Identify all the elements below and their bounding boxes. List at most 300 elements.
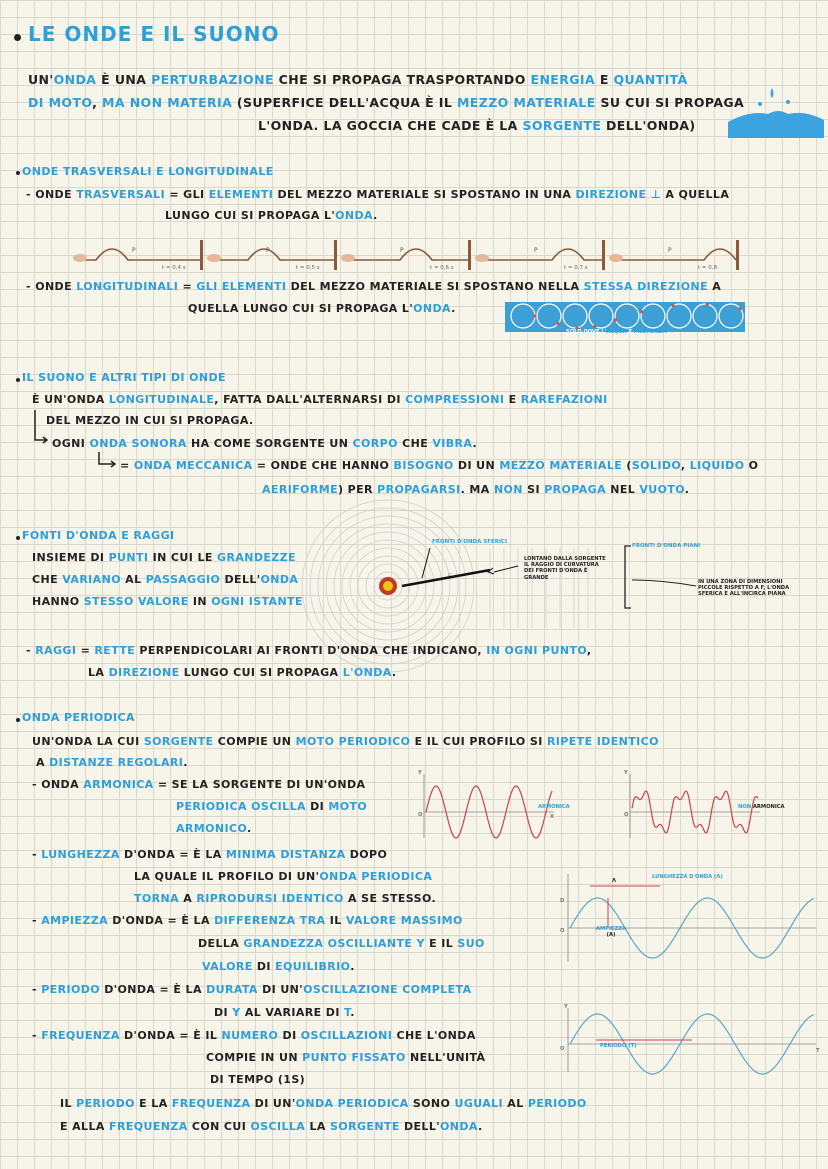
- text-segment: HA COME SORGENTE UN: [186, 437, 353, 450]
- amplitude-line-1: [32, 914, 463, 927]
- text-segment: .: [373, 209, 378, 222]
- text-segment: LONGITUDINALE: [108, 393, 215, 406]
- text-segment: NON: [493, 483, 523, 496]
- text-segment: DI: [214, 1006, 233, 1019]
- text-segment: NELL'UNITÀ: [405, 1051, 486, 1064]
- text-segment: CHE: [32, 573, 63, 586]
- wavelength-amplitude-graph: [560, 872, 816, 964]
- water-particle: [706, 303, 709, 306]
- text-segment: DISTANZE REGOLARI: [49, 756, 184, 769]
- text-segment: VUOTO: [639, 483, 685, 496]
- text-segment: - ONDE: [26, 280, 77, 293]
- text-segment: - ONDA: [32, 778, 84, 791]
- frequency-line-1: [32, 1029, 476, 1042]
- text-segment: Y: [232, 1006, 241, 1019]
- text-segment: STESSO VALORE: [83, 595, 189, 608]
- axis-origin-label: O: [560, 1046, 565, 1052]
- lambda-symbol: Λ: [612, 878, 617, 884]
- text-segment: =: [178, 280, 197, 293]
- text-segment: DI UN: [453, 459, 500, 472]
- text-segment: ONDA SONORA: [89, 437, 187, 450]
- text-segment: GLI ELEMENTI: [196, 280, 287, 293]
- wavelength-line-3: [134, 892, 436, 905]
- text-segment: RIPRODURSI IDENTICO: [196, 892, 344, 905]
- text-segment: MINIMA DISTANZA: [225, 848, 346, 861]
- text-segment: LUNGO CUI SI PROPAGA: [179, 666, 343, 679]
- rope-wave: [346, 249, 468, 260]
- text-segment: ONDA PERIODICA: [295, 1097, 409, 1110]
- text-segment: LUNGO CUI SI PROPAGA L': [165, 209, 336, 222]
- heading-periodic-wave: ONDA PERIODICA: [22, 711, 135, 724]
- text-segment: DIFFERENZA TRA: [214, 914, 326, 927]
- rope-wave: [614, 249, 736, 260]
- note-arrow: [632, 578, 702, 598]
- text-segment: MEZZO MATERIALE: [456, 95, 596, 110]
- point-p-label: P: [534, 247, 538, 254]
- text-segment: - ONDE: [26, 188, 77, 201]
- text-segment: AL VARIARE DI: [240, 1006, 345, 1019]
- fronts-def-2: [32, 573, 298, 586]
- intro-line-2: [28, 95, 744, 110]
- text-segment: .: [472, 437, 478, 450]
- point-p-label: P: [266, 247, 270, 254]
- text-segment: T: [344, 1006, 351, 1019]
- text-segment: AERIFORME: [262, 483, 338, 496]
- text-segment: QUANTITÀ: [613, 72, 688, 87]
- harmonic-wave-graph: [414, 772, 554, 842]
- label-spherical-fronts: FRONTI D'ONDA SFERICI: [432, 539, 508, 545]
- text-segment: DIREZIONE ⊥: [575, 188, 662, 201]
- axis-y-label: Y: [418, 770, 422, 776]
- text-segment: IN: [188, 595, 212, 608]
- text-segment: CHE SI PROPAGA TRASPORTANDO: [273, 72, 531, 87]
- text-segment: OSCILLAZIONI: [300, 1029, 393, 1042]
- hand-icon: [73, 254, 87, 262]
- transverse-line-1: [26, 188, 729, 201]
- text-segment: LA: [305, 1120, 331, 1133]
- note-line: DEI FRONTI D'ONDA È: [524, 568, 588, 575]
- longitudinal-line-2: [188, 302, 456, 315]
- text-segment: ARMONICA: [83, 778, 154, 791]
- time-label: t = 0,8: [698, 265, 718, 271]
- label-amplitude: [596, 926, 626, 938]
- text-segment: .: [391, 666, 397, 679]
- note-small-zone: [698, 579, 789, 598]
- text-segment: E LA: [134, 1097, 172, 1110]
- text-segment: DEL MEZZO IN CUI SI PROPAGA.: [46, 414, 254, 427]
- period-graph: [560, 1006, 816, 1076]
- text-segment: IN OGNI PUNTO: [486, 644, 587, 657]
- text-segment: PROPAGA: [544, 483, 606, 496]
- text-segment: D'ONDA = È LA: [108, 914, 215, 927]
- note-far-from-source: [524, 556, 606, 581]
- text-segment: ONDA: [335, 209, 374, 222]
- text-segment: ,: [92, 95, 103, 110]
- amplitude-line-3: [202, 960, 355, 973]
- text-segment: DI: [252, 960, 276, 973]
- text-segment: PERIODICA OSCILLA: [176, 800, 306, 813]
- rope-wave: [78, 249, 200, 260]
- text-segment: ARMONICA: [751, 804, 785, 810]
- text-segment: ONDA PERIODICA: [319, 870, 433, 883]
- sound-line-5: [262, 483, 689, 496]
- text-segment: VALORE MASSIMO: [345, 914, 463, 927]
- text-segment: QUELLA LUNGO CUI SI PROPAGA L': [188, 302, 414, 315]
- text-segment: DI UN': [250, 1097, 296, 1110]
- text-segment: PASSAGGIO: [145, 573, 221, 586]
- text-segment: -: [32, 1029, 42, 1042]
- sound-line-4: [120, 459, 758, 472]
- text-segment: A: [179, 892, 197, 905]
- rays-line-2: [88, 666, 396, 679]
- axis-origin-label: O: [624, 812, 629, 818]
- rope-wave: [212, 249, 334, 260]
- text-segment: A QUELLA: [661, 188, 730, 201]
- text-segment: LUNGHEZZA: [41, 848, 120, 861]
- text-segment: NEL: [605, 483, 640, 496]
- text-segment: E: [595, 72, 614, 87]
- note-line: LONTANO DALLA SORGENTE: [524, 556, 606, 562]
- text-segment: E: [504, 393, 521, 406]
- text-segment: DIREZIONE: [108, 666, 180, 679]
- text-segment: MA NON MATERIA: [102, 95, 233, 110]
- text-segment: RETTE: [94, 644, 136, 657]
- text-segment: LA QUALE IL PROFILO DI UN': [134, 870, 320, 883]
- water-particle: [614, 318, 617, 321]
- text-segment: SI: [522, 483, 545, 496]
- text-segment: SORGENTE: [330, 1120, 400, 1133]
- frequency-line-3: [210, 1073, 305, 1086]
- text-segment: .: [684, 483, 690, 496]
- text-segment: SORGENTE: [522, 118, 602, 133]
- harmonic-line-1: [32, 778, 365, 791]
- bullet: [16, 718, 20, 722]
- transverse-wave-rope-diagram: [72, 236, 752, 276]
- text-segment: = SE LA SORGENTE DI UN'ONDA: [153, 778, 366, 791]
- text-segment: -: [32, 914, 42, 927]
- text-segment: .: [246, 822, 252, 835]
- axis-origin-label: O: [418, 812, 423, 818]
- water-particle: [593, 325, 596, 328]
- note-line: IN UNA ZONA DI DIMENSIONI: [698, 579, 783, 585]
- axis-t-label: T: [816, 1048, 820, 1054]
- harmonic-line-2: [176, 800, 367, 813]
- text-segment: FREQUENZA: [171, 1097, 251, 1110]
- text-segment: CHE: [397, 437, 433, 450]
- axis-d-label: D: [560, 898, 565, 904]
- rope-post: [736, 240, 739, 270]
- harmonic-line-3: [176, 822, 252, 835]
- sound-line-1: [32, 393, 608, 406]
- text-segment: , FATTA DALL'ALTERNARSI DI: [214, 393, 406, 406]
- text-segment: DELL': [220, 573, 261, 586]
- period-line-2: [214, 1006, 355, 1019]
- hand-icon: [341, 254, 355, 262]
- text-segment: MOTO: [328, 800, 368, 813]
- sound-line-2: [46, 414, 254, 427]
- bracket-arrow: [96, 452, 120, 472]
- text-segment: BISOGNO: [393, 459, 454, 472]
- text-segment: SUO: [457, 937, 485, 950]
- wavelength-line-1: [32, 848, 387, 861]
- text-segment: . MA: [460, 483, 494, 496]
- bullet: [14, 34, 21, 41]
- text-segment: COMPIE UN: [213, 735, 296, 748]
- text-segment: ONDA MECCANICA: [133, 459, 253, 472]
- text-segment: EQUILIBRIO: [275, 960, 351, 973]
- text-segment: CHE L'ONDA: [392, 1029, 476, 1042]
- text-segment: ONDA: [440, 1120, 479, 1133]
- heading-sound: IL SUONO E ALTRI TIPI DI ONDE: [22, 371, 226, 384]
- summary-line-2: [60, 1120, 483, 1133]
- rays-line-1: [26, 644, 591, 657]
- rope-wave: [480, 249, 602, 260]
- time-label: t = 0,4 s: [162, 265, 186, 271]
- axis-origin-label: O: [560, 928, 565, 934]
- text-segment: =: [120, 459, 134, 472]
- text-segment: FREQUENZA: [41, 1029, 120, 1042]
- text-segment: PROFONDA: [633, 329, 667, 335]
- text-segment: IL: [325, 914, 346, 927]
- text-segment: DEL MEZZO MATERIALE SI SPOSTANO NELLA: [286, 280, 584, 293]
- point-p-label: P: [132, 247, 136, 254]
- text-segment: NUMERO: [221, 1029, 279, 1042]
- text-segment: AMPIEZZA: [41, 914, 108, 927]
- text-segment: SONO: [408, 1097, 455, 1110]
- text-segment: = ONDE CHE HANNO: [252, 459, 394, 472]
- text-segment: ELEMENTI: [208, 188, 274, 201]
- text-segment: ONDA: [53, 72, 97, 87]
- amplitude-line-2: [198, 937, 485, 950]
- axis-x-label: X: [550, 814, 554, 820]
- point-p-label: P: [668, 247, 672, 254]
- text-segment: E IL: [424, 937, 458, 950]
- text-segment: INSIEME DI: [32, 551, 109, 564]
- amplitude-symbol: (A): [606, 932, 616, 939]
- text-segment: PERTURBAZIONE: [151, 72, 274, 87]
- wavelength-line-2: [134, 870, 432, 883]
- text-segment: SOLIDO: [631, 459, 681, 472]
- deep-water-caption: [566, 329, 667, 335]
- water-particle: [739, 307, 742, 310]
- text-segment: FREQUENZA: [109, 1120, 188, 1133]
- note-line: IL RAGGIO DI CURVATURA: [524, 562, 599, 569]
- text-segment: -: [26, 644, 36, 657]
- rope-post: [468, 240, 471, 270]
- text-segment: MOTO PERIODICO: [295, 735, 411, 748]
- text-segment: A: [36, 756, 50, 769]
- water-particle: [640, 310, 643, 313]
- text-segment: OGNI ISTANTE: [211, 595, 303, 608]
- water-particle: [672, 304, 675, 307]
- sound-line-3: [52, 437, 477, 450]
- summary-line-1: [60, 1097, 587, 1110]
- frequency-line-2: [206, 1051, 485, 1064]
- text-segment: AL: [120, 573, 146, 586]
- text-segment: OGNI: [52, 437, 90, 450]
- text-segment: HANNO: [32, 595, 84, 608]
- text-segment: ONDA: [260, 573, 299, 586]
- text-segment: -: [32, 983, 42, 996]
- label-period: PERIODO (T): [600, 1043, 637, 1049]
- rope-post: [334, 240, 337, 270]
- note-line: SFERICA È ALL'INCIRCA PIANA: [698, 591, 786, 598]
- periodic-line-2: [36, 756, 188, 769]
- text-segment: DI MOTO: [28, 95, 93, 110]
- text-segment: TRASVERSALI: [76, 188, 166, 201]
- text-segment: PUNTO FISSATO: [302, 1051, 406, 1064]
- text-segment: .: [451, 302, 456, 315]
- text-segment: OSCILLA: [250, 1120, 306, 1133]
- text-segment: UN': [28, 72, 54, 87]
- text-segment: DELL'ONDA): [601, 118, 696, 133]
- text-segment: UN'ONDA LA CUI: [32, 735, 144, 748]
- periodic-line-1: [32, 735, 659, 748]
- text-segment: (SUPERFICE DELL'ACQUA È IL: [232, 95, 457, 110]
- text-segment: ) PER: [338, 483, 378, 496]
- text-segment: SU CUI SI PROPAGA: [595, 95, 745, 110]
- text-segment: DEL MEZZO MATERIALE SI SPOSTANO IN UNA: [273, 188, 576, 201]
- text-segment: NON: [738, 804, 752, 810]
- text-segment: COMPRESSIONI: [405, 393, 505, 406]
- text-segment: A SE STESSO.: [343, 892, 437, 905]
- text-segment: DURATA: [206, 983, 258, 996]
- bullet: [16, 378, 20, 382]
- hand-icon: [475, 254, 489, 262]
- text-segment: ACQUA: [606, 329, 627, 335]
- water-particle: [557, 322, 560, 325]
- text-segment: PERPENDICOLARI AI FRONTI D'ONDA CHE INDICANO,: [135, 644, 487, 657]
- text-segment: L'ONDA: [342, 666, 392, 679]
- text-segment: ARMONICO: [176, 822, 247, 835]
- text-segment: -: [32, 848, 42, 861]
- text-segment: DI: [305, 800, 329, 813]
- hand-icon: [609, 254, 623, 262]
- text-segment: È: [626, 329, 634, 335]
- text-segment: D'ONDA = È LA: [119, 848, 226, 861]
- text-segment: SOLO DOVE L': [566, 329, 607, 335]
- text-segment: DI: [278, 1029, 301, 1042]
- text-segment: DELL': [399, 1120, 441, 1133]
- note-line: GRANDE: [524, 574, 549, 581]
- transverse-line-2: [165, 209, 378, 222]
- point-p-label: P: [400, 247, 404, 254]
- bullet: [16, 536, 20, 540]
- rope-post: [200, 240, 203, 270]
- text-segment: VIBRA: [432, 437, 473, 450]
- text-segment: A: [708, 280, 722, 293]
- text-segment: VARIANO: [62, 573, 121, 586]
- rope-post: [602, 240, 605, 270]
- fronts-def-3: [32, 595, 303, 608]
- intro-line-1: [28, 72, 688, 87]
- axis-y-label: Y: [564, 1004, 568, 1010]
- label-plane-fronts: FRONTI D'ONDA PIANI: [632, 543, 701, 549]
- text-segment: RIPETE IDENTICO: [546, 735, 659, 748]
- time-label: t = 0,7 s: [564, 265, 588, 271]
- text-segment: D'ONDA = È LA: [99, 983, 207, 996]
- deep-water-circles-diagram: [505, 302, 745, 332]
- text-segment: PERIODO: [41, 983, 100, 996]
- text-segment: GRANDEZZA OSCILLIANTE Y: [243, 937, 425, 950]
- text-segment: D'ONDA = È IL: [119, 1029, 222, 1042]
- water-drop-illustration: [728, 80, 824, 140]
- text-segment: GRANDEZZE: [217, 551, 296, 564]
- text-segment: DI UN': [257, 983, 304, 996]
- text-segment: PUNTI: [108, 551, 149, 564]
- bracket-arrow: [32, 410, 52, 450]
- text-segment: (: [622, 459, 632, 472]
- text-segment: L'ONDA. LA GOCCIA CHE CADE È LA: [258, 118, 523, 133]
- text-segment: PERIODO: [76, 1097, 135, 1110]
- fronts-def-1: [32, 551, 296, 564]
- text-segment: TORNA: [134, 892, 180, 905]
- text-segment: PROPAGARSI: [377, 483, 461, 496]
- water-particle: [533, 314, 536, 317]
- text-segment: RAGGI: [35, 644, 77, 657]
- text-segment: =: [76, 644, 95, 657]
- label-harmonic: ARMONICA: [538, 804, 570, 810]
- note-line: PICCOLE RISPETTO A F, L'ONDA: [698, 585, 790, 592]
- text-segment: ONDA: [413, 302, 452, 315]
- period-line-1: [32, 983, 472, 996]
- text-segment: DOPO: [345, 848, 388, 861]
- text-segment: .: [478, 1120, 483, 1133]
- text-segment: DELLA: [198, 937, 244, 950]
- label-wavelength: LUNGHEZZA D'ONDA (Λ): [652, 874, 723, 880]
- label-non-harmonic: [738, 804, 785, 810]
- text-segment: IN CUI LE: [148, 551, 218, 564]
- text-segment: È UN'ONDA: [32, 393, 109, 406]
- heading-wave-types: ONDE TRASVERSALI E LONGITUDINALE: [22, 165, 274, 178]
- text-segment: LONGITUDINALI: [76, 280, 179, 293]
- text-segment: È UNA: [96, 72, 152, 87]
- text-segment: PERIODO: [527, 1097, 587, 1110]
- text-segment: IL: [60, 1097, 77, 1110]
- text-segment: OSCILLAZIONE COMPLETA: [303, 983, 472, 996]
- text-segment: CON CUI: [187, 1120, 251, 1133]
- heading-wave-fronts: FONTI D'ONDA E RAGGI: [22, 529, 175, 542]
- intro-line-3: [258, 118, 696, 133]
- longitudinal-line-1: [26, 280, 721, 293]
- page-title: LE ONDE E IL SUONO: [28, 22, 280, 46]
- text-segment: RAREFAZIONI: [520, 393, 608, 406]
- bullet: [16, 171, 20, 175]
- text-segment: ,: [586, 644, 592, 657]
- text-segment: ,: [680, 459, 690, 472]
- text-segment: ENERGIA: [530, 72, 596, 87]
- text-segment: UGUALI: [454, 1097, 504, 1110]
- text-segment: O: [744, 459, 759, 472]
- text-segment: VALORE: [202, 960, 253, 973]
- text-segment: AL: [503, 1097, 528, 1110]
- time-label: t = 0,5 s: [296, 265, 320, 271]
- wave-fronts-diagram: [310, 528, 630, 648]
- text-segment: LA: [88, 666, 109, 679]
- text-segment: DI TEMPO (1S): [210, 1073, 306, 1086]
- text-segment: COMPIE IN UN: [206, 1051, 303, 1064]
- hand-icon: [207, 254, 221, 262]
- text-segment: .: [350, 960, 355, 973]
- amplitude-label-text: AMPIEZZA: [596, 926, 626, 932]
- text-segment: CORPO: [352, 437, 398, 450]
- text-segment: SORGENTE: [143, 735, 214, 748]
- text-segment: LIQUIDO: [689, 459, 745, 472]
- axis-y-label: Y: [624, 770, 628, 776]
- text-segment: STESSA DIREZIONE: [583, 280, 709, 293]
- text-segment: E IL CUI PROFILO SI: [410, 735, 547, 748]
- text-segment: .: [350, 1006, 355, 1019]
